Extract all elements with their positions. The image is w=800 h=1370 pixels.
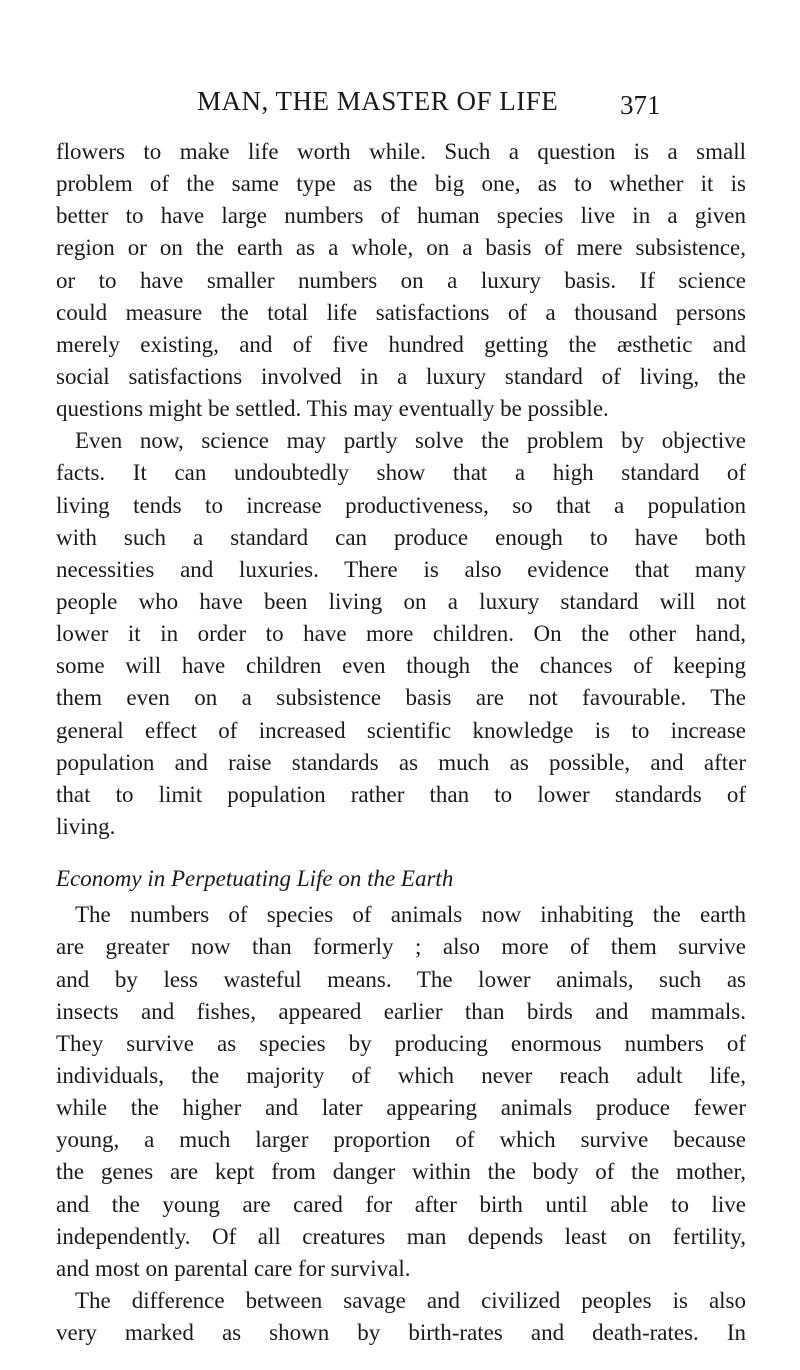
text-line: better to have large numbers of human species live in a given <box>56 203 746 229</box>
running-title: MAN, THE MASTER OF LIFE <box>197 86 559 116</box>
paragraph-2 <box>56 425 746 843</box>
text-line: and the young are cared for after birth until able to live <box>56 1191 746 1217</box>
body-text <box>56 136 746 1349</box>
text-line: them even on a subsistence basis are not favourable. The <box>56 685 746 711</box>
running-head <box>0 86 800 126</box>
text-line: The numbers of species of animals now inhabiting the earth <box>75 902 746 928</box>
text-line: people who have been living on a luxury standard will not <box>56 588 746 614</box>
paragraph-4 <box>56 1285 746 1349</box>
text-line: general effect of increased scientific knowledge is to increase <box>56 717 746 743</box>
text-line: region or on the earth as a whole, on a basis of mere subsistence, <box>56 235 746 261</box>
text-line: The difference between savage and civilized peoples is also <box>75 1287 746 1313</box>
text-line: problem of the same type as the big one, as to whether it is <box>56 171 746 197</box>
text-line: living tends to increase productiveness, so that a population <box>56 492 746 518</box>
page-number: 371 <box>620 90 661 120</box>
text-line: population and raise standards as much as possible, and after <box>56 749 746 775</box>
text-line: necessities and luxuries. There is also evidence that many <box>56 556 746 582</box>
text-line: the genes are kept from danger within the body of the mother, <box>56 1159 746 1185</box>
text-line: merely existing, and of five hundred getting the æsthetic and <box>56 331 746 357</box>
text-line: or to have smaller numbers on a luxury basis. If science <box>56 267 746 293</box>
text-line: questions might be settled. This may eventually be possible. <box>56 396 609 422</box>
text-line: some will have children even though the chances of keeping <box>56 653 746 679</box>
text-line: young, a much larger proportion of which survive because <box>56 1127 746 1153</box>
text-line: are greater now than formerly ; also more of them survive <box>56 934 746 960</box>
text-line: social satisfactions involved in a luxury standard of living, the <box>56 363 746 389</box>
text-line: insects and fishes, appeared earlier than birds and mammals. <box>56 998 746 1024</box>
section-heading: Economy in Perpetuating Life on the Earth <box>56 866 454 892</box>
paragraph-3 <box>56 899 746 1285</box>
text-line: They survive as species by producing enormous numbers of <box>56 1030 746 1056</box>
text-line: and by less wasteful means. The lower animals, such as <box>56 966 746 992</box>
text-line: independently. Of all creatures man depends least on fertility, <box>56 1223 746 1249</box>
text-line: that to limit population rather than to lower standards of <box>56 781 746 807</box>
text-line: Even now, science may partly solve the problem by objective <box>75 428 746 454</box>
paragraph-1 <box>56 136 746 425</box>
text-line: individuals, the majority of which never reach adult life, <box>56 1062 746 1088</box>
text-line: facts. It can undoubtedly show that a high standard of <box>56 460 746 486</box>
text-line: lower it in order to have more children. On the other hand, <box>56 621 746 647</box>
text-line: very marked as shown by birth-rates and death-rates. In <box>56 1320 746 1346</box>
text-line: flowers to make life worth while. Such a question is a small <box>56 139 746 164</box>
section-spacer <box>56 843 746 857</box>
text-line: with such a standard can produce enough to have both <box>56 524 746 550</box>
text-line: and most on parental care for survival. <box>56 1255 411 1281</box>
text-line: could measure the total life satisfactions of a thousand persons <box>56 299 746 325</box>
text-line: while the higher and later appearing animals produce fewer <box>56 1095 746 1121</box>
text-line: living. <box>56 813 116 839</box>
